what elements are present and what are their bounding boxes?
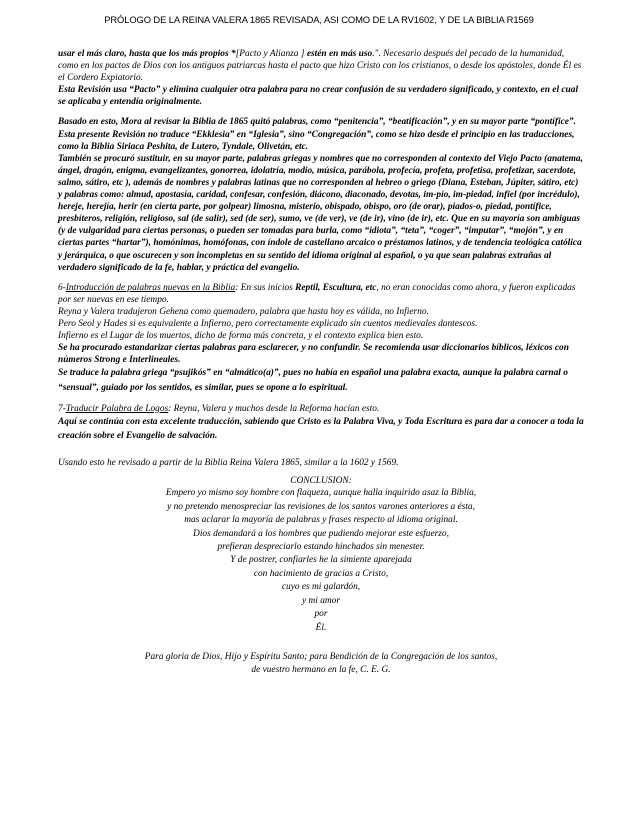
section-6-line: Reyna y Valera tradujeron Gehena como quemadero, palabra que hasta hoy es válida, no Infierno. xyxy=(58,306,429,317)
poem-line: Y de postrer, confiarles he la simiente aparejada xyxy=(230,555,412,566)
spacer xyxy=(58,443,584,451)
text-span: Ekklesia xyxy=(196,129,230,140)
spacer xyxy=(58,635,584,643)
text-span: estén en más uso xyxy=(304,49,373,59)
section-6-line: Infierno es el Lugar de los muertos, dicho de forma más concreta, y el contexto explica bien esto. xyxy=(58,331,424,342)
poem-line: por xyxy=(314,609,328,620)
paragraph-sustituir: También se procuró sustituir, en su mayor parte, palabras griegas y nombres que no corresponden al contexto del Viejo Pacto (anatema, ángel, dragón, enigma, evangelizantes, gonorrea, idolatría, modio, música, parábola, profecía, profeta, profetisa, profetizar, sacerdote, salmo, sátiro, etc ), además de nombres y palabras latinas que no corresponden al hebreo o griego (Diana, Esteban, Júpiter, sátiro, etc) y palabras como: almud, apostasía, caridad, confesar, confesión, diácono, diaconado, devotas, im-pío, im-piedad, infiel (por incrédulo), hereje, herejía, herir (en cierta parte, por golpear) limosna, misterio, obispado, obispo, oro (de orar), piados-o, piedad, pontífice, presbíteros, religión, religioso, sal (de salir), sed (de ser), sumo, ve (de ver), ve (de ir), vino (de ir), etc. Que en su mayoría son ambiguas (y de vulgaridad para ciertas personas, o pueden ser tomadas para burla, como “idiota”, “teta”, “coger”, “imputar”, “mojón”, y en ciertas partes “hartar”), homónimas, homófonas, con índole de castellano arcaico o préstamos latinos, y de tendencia teológica católica y jerárquica, o que oscurecen y son incompletas en su sentido del idioma original al español, o ya que sean palabras extrañas al verdadero significado de la fe, hablar, y práctica del evangelio. xyxy=(58,153,583,273)
poem-line: Él. xyxy=(315,622,327,633)
text-span: Basado en esto, Mora al revisar la Biblia de 1865 quitó palabras, como “penitencia”, “beatificación”, y en su mayor parte “pontífice”. Esta presente Revisión no traduce “ xyxy=(58,117,576,140)
conclusion-title: CONCLUSION: xyxy=(290,476,352,487)
closing-block xyxy=(58,651,584,678)
paragraph-basado xyxy=(58,116,584,152)
page-header: PRÓLOGO DE LA REINA VALERA 1865 REVISADA, ASI COMO DE LA RV1602, Y DE LA BIBLIA R1569 xyxy=(104,14,534,25)
poem-line: con hacimiento de gracias a Cristo, xyxy=(253,568,389,579)
conclusion-poem xyxy=(58,487,584,634)
spacer xyxy=(58,108,584,116)
document-body xyxy=(58,48,584,678)
paragraph-pacto xyxy=(58,48,584,84)
poem-line: mas aclarar la mayoría de palabras y frases respecto al idioma original. xyxy=(184,515,458,526)
poem-line: y no pretendo menospreciar las revisiones de los santos varones anteriores a ésta, xyxy=(167,501,475,512)
poem-line: y mi amor xyxy=(301,595,341,606)
text-span: : En sus inicios xyxy=(235,282,296,293)
paragraph-usando: Usando esto he revisado a partir de la Biblia Reina Valera 1865, similar a la 1602 y 1569. xyxy=(58,458,399,469)
paragraph-revision: Esta Revisión usa “Pacto” y elimina cualquier otra palabra para no crear confusión de su verdadero significado, y contexto, en el cual se aplicaba y entendía originalmente. xyxy=(58,85,579,108)
section-title: Introducción de palabras nuevas en la Biblia xyxy=(65,282,236,293)
text-span: : Reyna, Valera y muchos desde la Reforma hacían esto. xyxy=(168,403,380,414)
text-span: .". Necesario después del pecado de la humanidad, como en los pactos de Dios con los antiguos patriarcas hasta el pacto que hizo Cristo con los cristianos, o desde los apóstoles, donde Él es el Cordero Expiatorio. xyxy=(58,49,582,84)
text-span: Iglesia xyxy=(253,129,280,140)
poem-line: prefieran despreciarlo estando hinchados sin menester. xyxy=(217,542,425,553)
section-6-heading xyxy=(58,282,584,306)
section-6-line: Pero Seol y Hades si es equivalente a Infierno, pero correctamente explicado sin cuentos medievales dantescos. xyxy=(58,318,478,329)
poem-line: Empero yo mismo soy hombre con flaqueza, aunque halla inquirido asaz la Biblia, xyxy=(165,488,477,499)
text-span: Reptil, Escultura, etc xyxy=(295,282,377,293)
section-number: 6- xyxy=(58,282,66,293)
spacer xyxy=(58,643,584,651)
poem-line: Dios demandará a los hombres que pudiendo mejorar este esfuerzo, xyxy=(193,528,449,539)
section-title: Traducir Palabra de Logos xyxy=(65,403,169,414)
section-6-line: Se ha procurado estandarizar ciertas palabras para esclarecer, y no confundir. Se recomienda usar diccionarios bíblicos, léxicos con números Strong e Interlineales. xyxy=(58,343,569,366)
section-number: 7- xyxy=(58,403,66,414)
closing-line: de vuestro hermano en la fe, C. E. G. xyxy=(251,665,391,676)
text-span: , no eran conocidas como ahora, y fueron explicadas por ser nuevas en ese tiempo. xyxy=(58,282,576,305)
poem-line: cuyo es mi galardón, xyxy=(281,582,361,593)
text-span: ”, sino “Congregación”, como se hizo desde el principio en las traducciones, como la Biblia Siriaca Peshita, de Lutero, Tyndale, Olivetán, etc. xyxy=(58,129,575,152)
spacer xyxy=(58,395,584,403)
text-span: [Pacto y Alianza ] xyxy=(235,49,305,59)
closing-line: Para gloria de Dios, Hijo y Espíritu Santo; para Bendición de la Congregación de los santos, xyxy=(144,651,498,662)
section-7-line: Aquí se continúa con esta excelente traducción, sabiendo que Cristo es la Palabra Viva, y Toda Escritura es para dar a conocer a toda la creación sobre el Evangelio de salvación. xyxy=(58,416,584,442)
text-span: ” en “ xyxy=(229,129,254,140)
section-7-heading xyxy=(58,403,584,415)
section-6-line: Se traduce la palabra griega “psujikós” en “almático(a)”, pues no había en español una palabra exacta, aunque la palabra carnal o “sensual”, guiado por los sentidos, es similar, pues se opone a lo espiritual. xyxy=(58,368,568,393)
text-span: usar el más claro, hasta que los más propios * xyxy=(58,49,236,59)
spacer xyxy=(58,274,584,282)
